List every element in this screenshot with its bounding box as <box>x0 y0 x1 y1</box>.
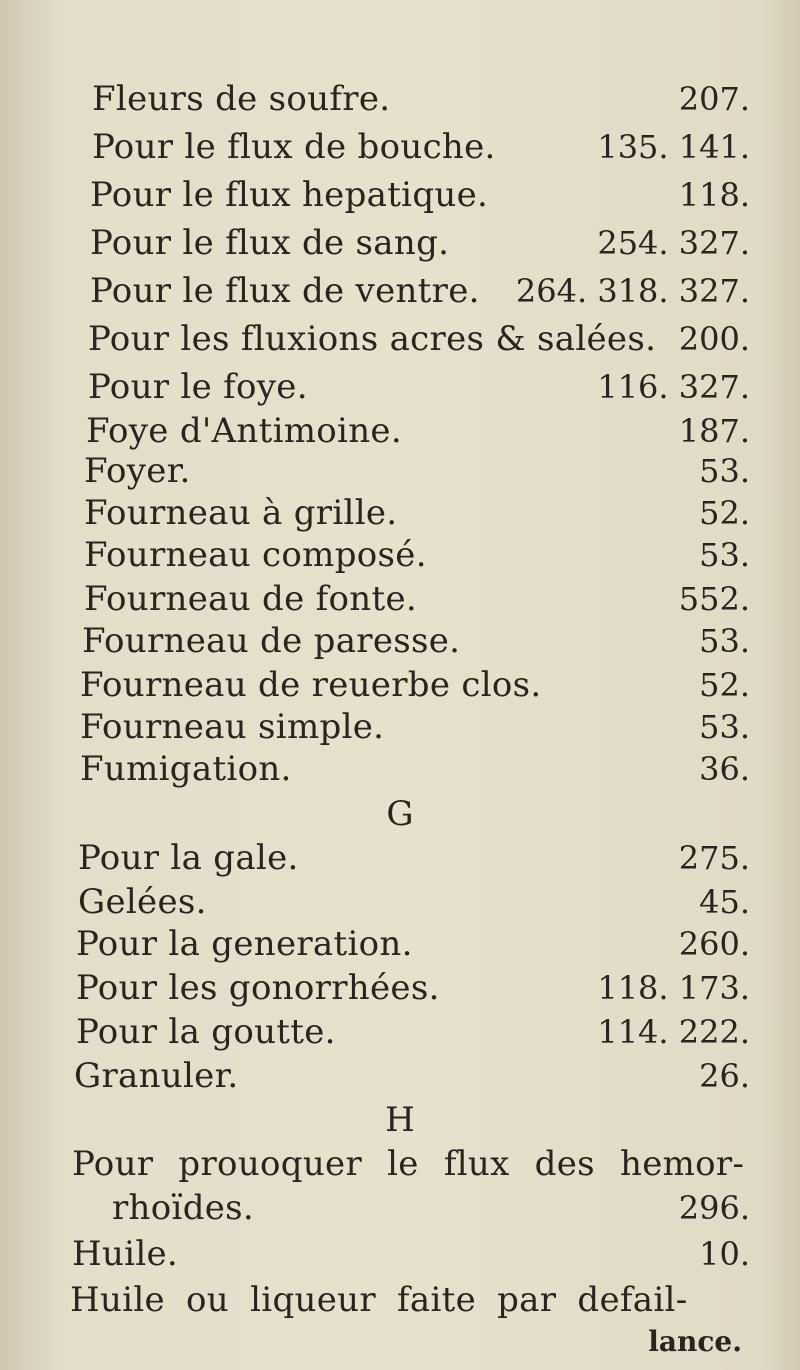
index-entry <box>0 315 800 363</box>
index-entry <box>0 834 800 882</box>
entry-term: Fleurs de soufre. <box>92 79 391 119</box>
index-entry <box>0 703 800 751</box>
entry-term: Fourneau de paresse. <box>82 621 461 661</box>
entry-term: Fourneau composé. <box>84 535 427 575</box>
entry-pages: 116. 327. <box>597 368 750 406</box>
entry-pages: 10. <box>699 1235 750 1273</box>
entry-pages: 36. <box>699 750 750 788</box>
index-entry <box>0 531 800 579</box>
entry-pages: 296. <box>678 1189 750 1227</box>
catchword: lance. <box>648 1325 742 1358</box>
entry-term: Pour la gale. <box>78 838 299 878</box>
index-entry <box>0 489 800 537</box>
index-entry <box>0 745 800 793</box>
entry-term: Pour le foye. <box>88 367 308 407</box>
entry-pages: 45. <box>699 883 750 921</box>
entry-pages: 53. <box>699 622 750 660</box>
entry-term: Fourneau de reuerbe clos. <box>80 665 542 705</box>
entry-pages: 275. <box>678 839 750 877</box>
index-entry <box>0 661 800 709</box>
entry-pages: 114. 222. <box>597 1013 750 1051</box>
entry-term: Pour le flux de sang. <box>90 223 450 263</box>
entry-pages: 187. <box>678 412 750 450</box>
entry-pages: 200. <box>678 320 750 358</box>
entry-term: Foyer. <box>84 451 191 491</box>
entry-term: Huile. <box>72 1234 179 1274</box>
entry-term: Pour prouoquer le flux des hemor- <box>72 1144 745 1184</box>
index-entry <box>0 1184 800 1232</box>
index-entry <box>0 1052 800 1100</box>
index-entry <box>0 1276 800 1324</box>
entry-pages: 254. 327. <box>597 224 750 262</box>
entry-pages: 207. <box>678 80 750 118</box>
entry-term: Fumigation. <box>80 749 292 789</box>
index-entry <box>0 878 800 926</box>
entry-pages: 53. <box>699 536 750 574</box>
entry-term: Pour le flux hepatique. <box>90 175 489 215</box>
entry-pages: 552. <box>678 580 750 618</box>
entry-term: Pour la generation. <box>76 924 413 964</box>
entry-pages: 135. 141. <box>597 128 750 166</box>
entry-pages: 118. 173. <box>597 969 750 1007</box>
index-entry <box>0 920 800 968</box>
entry-term: Fourneau simple. <box>80 707 385 747</box>
entry-pages: 53. <box>699 452 750 490</box>
entry-pages: 52. <box>699 666 750 704</box>
entry-pages: 260. <box>678 925 750 963</box>
index-entry <box>0 964 800 1012</box>
index-entry <box>0 575 800 623</box>
entry-term: Foye d'Antimoine. <box>86 411 402 451</box>
entry-term: Pour les gonorrhées. <box>76 968 440 1008</box>
entry-term: Pour la goutte. <box>76 1012 336 1052</box>
entry-term: rhoïdes. <box>112 1188 255 1228</box>
entry-term: Granuler. <box>74 1056 239 1096</box>
index-entry <box>0 1008 800 1056</box>
entry-pages: 52. <box>699 494 750 532</box>
entry-pages: 264. 318. 327. <box>515 272 750 310</box>
index-entry <box>0 75 800 123</box>
index-entry <box>0 617 800 665</box>
entry-pages: 53. <box>699 708 750 746</box>
section-letter: G <box>386 794 414 834</box>
index-entry <box>0 171 800 219</box>
entry-term: Pour le flux de ventre. <box>90 271 480 311</box>
entry-term: Fourneau à grille. <box>84 493 398 533</box>
entry-term: Pour le flux de bouche. <box>92 127 496 167</box>
entry-term: Pour les fluxions acres & salées. <box>88 319 657 359</box>
entry-pages: 26. <box>699 1057 750 1095</box>
section-letter: H <box>385 1100 415 1140</box>
index-entry <box>0 447 800 495</box>
index-entry <box>0 123 800 171</box>
index-entry <box>0 363 800 411</box>
index-entry <box>0 1140 800 1188</box>
index-entry <box>0 219 800 267</box>
entry-term: Huile ou liqueur faite par defail- <box>70 1280 688 1320</box>
index-entry <box>0 1230 800 1278</box>
index-entry <box>0 267 800 315</box>
entry-term: Fourneau de fonte. <box>84 579 417 619</box>
entry-term: Gelées. <box>78 882 207 922</box>
entry-pages: 118. <box>678 176 750 214</box>
